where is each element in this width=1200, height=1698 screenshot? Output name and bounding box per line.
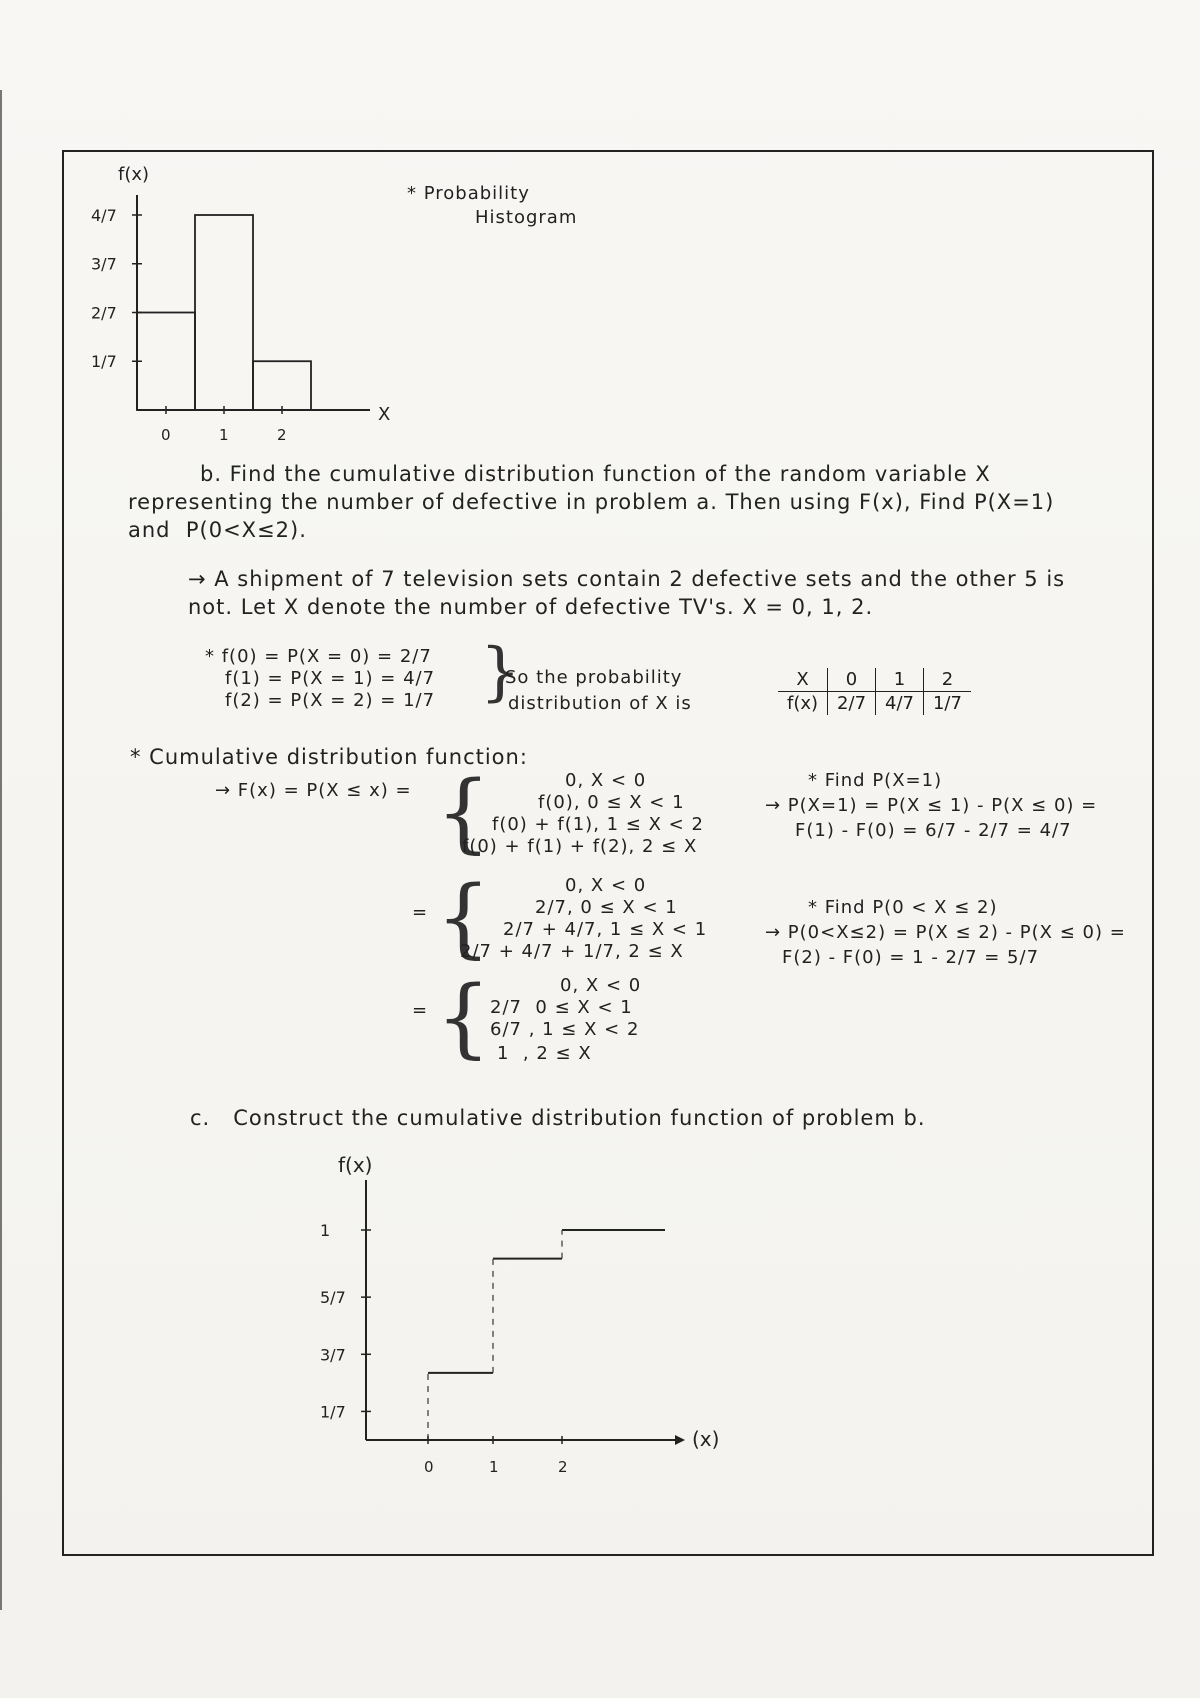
problem-c-text: c. Construct the cumulative distribution function of problem b. xyxy=(190,1106,926,1130)
hist-bar-0 xyxy=(137,313,195,411)
find1-title: * Find P(X=1) xyxy=(808,770,943,791)
shipment-line-2: not. Let X denote the number of defective TV's. X = 0, 1, 2. xyxy=(188,595,874,619)
pmf-brace: } xyxy=(480,635,521,709)
hist-bar-1 xyxy=(195,215,253,410)
cdf-case2-3: 2/7 + 4/7 + 1/7, 2 ≤ X xyxy=(460,941,684,962)
pmf-f1: f(1) = P(X = 1) = 4/7 xyxy=(225,668,436,689)
pmf-note-1: So the probability xyxy=(505,667,683,688)
find1-line-2: F(1) - F(0) = 6/7 - 2/7 = 4/7 xyxy=(795,820,1072,841)
dist-row-0: 2/7 xyxy=(828,692,876,716)
cdf-case2-2: 2/7 + 4/7, 1 ≤ X < 1 xyxy=(503,919,708,940)
cdf-plot-y-axis-label: f(x) xyxy=(338,1153,373,1177)
cdf-x-tick-label: 1 xyxy=(489,1458,499,1476)
dist-row-1: 4/7 xyxy=(876,692,924,716)
hist-x-axis-label: X xyxy=(378,404,391,425)
problem-b-line-2: representing the number of defective in problem a. Then using F(x), Find P(X=1) xyxy=(128,490,1055,514)
pmf-f2: f(2) = P(X = 2) = 1/7 xyxy=(225,690,436,711)
cdf-x-tick-label: 0 xyxy=(424,1458,434,1476)
distribution-table xyxy=(778,668,971,715)
cdf-eq-2: = xyxy=(412,902,429,923)
cdf-plot-x-axis-label: (x) xyxy=(692,1427,720,1451)
pmf-note-2: distribution of X is xyxy=(508,693,692,714)
hist-y-tick-label: 3/7 xyxy=(91,254,117,274)
cdf-case3-2: 6/7 , 1 ≤ X < 2 xyxy=(490,1019,640,1040)
cdf-brace-2: { xyxy=(436,868,491,968)
hist-bar-2 xyxy=(253,361,311,410)
cdf-step-plot xyxy=(300,1150,740,1480)
cdf-brace-3: { xyxy=(436,968,491,1068)
hist-y-tick-label: 2/7 xyxy=(91,303,117,323)
cdf-case1-3: f(0) + f(1) + f(2), 2 ≤ X xyxy=(462,836,698,857)
hist-x-tick-label: 0 xyxy=(161,426,171,444)
cdf-x-tick-label: 2 xyxy=(558,1458,568,1476)
cdf-y-tick-label: 5/7 xyxy=(320,1288,346,1308)
find2-line-1: → P(0<X≤2) = P(X ≤ 2) - P(X ≤ 0) = xyxy=(765,922,1126,943)
hist-x-tick-label: 1 xyxy=(219,426,229,444)
cdf-y-tick-label: 1/7 xyxy=(320,1402,346,1422)
hist-x-tick-label: 2 xyxy=(277,426,287,444)
histogram-title-1: * Probability xyxy=(407,183,530,204)
dist-head-0: 0 xyxy=(828,668,876,692)
distribution-table-header xyxy=(778,668,971,692)
cdf-case1-2: f(0) + f(1), 1 ≤ X < 2 xyxy=(492,814,704,835)
cdf-y-tick-label: 3/7 xyxy=(320,1345,346,1365)
shipment-line-1: → A shipment of 7 television sets contain 2 defective sets and the other 5 is xyxy=(188,567,1066,591)
problem-b-line-1: b. Find the cumulative distribution function of the random variable X xyxy=(200,462,991,486)
dist-row-fx: f(x) xyxy=(787,693,819,714)
cdf-case2-0: 0, X < 0 xyxy=(565,875,647,896)
cdf-case1-0: 0, X < 0 xyxy=(565,770,647,791)
hist-y-axis-label: f(x) xyxy=(118,164,150,185)
problem-b-line-3: and P(0<X≤2). xyxy=(128,518,307,542)
find2-title: * Find P(0 < X ≤ 2) xyxy=(808,897,998,918)
histogram-title-2: Histogram xyxy=(475,207,578,228)
find1-line-1: → P(X=1) = P(X ≤ 1) - P(X ≤ 0) = xyxy=(765,795,1098,816)
cdf-case1-1: f(0), 0 ≤ X < 1 xyxy=(538,792,685,813)
probability-histogram xyxy=(80,155,440,445)
dist-head-x: X xyxy=(778,668,828,692)
dist-row-2: 1/7 xyxy=(923,692,970,716)
pmf-f0: * f(0) = P(X = 0) = 2/7 xyxy=(205,646,432,667)
cdf-heading: * Cumulative distribution function: xyxy=(130,745,528,769)
hist-y-tick-label: 1/7 xyxy=(91,352,117,372)
cdf-eq-3: = xyxy=(412,1000,429,1021)
distribution-table-row xyxy=(778,692,971,716)
page-edge-line xyxy=(0,90,2,1610)
dist-head-1: 1 xyxy=(876,668,924,692)
cdf-lhs: → F(x) = P(X ≤ x) = xyxy=(215,780,412,801)
cdf-plot-x-arrow xyxy=(675,1435,685,1445)
dist-head-2: 2 xyxy=(923,668,970,692)
cdf-y-tick-label: 1 xyxy=(320,1221,331,1240)
find2-line-2: F(2) - F(0) = 1 - 2/7 = 5/7 xyxy=(782,947,1040,968)
hist-y-tick-label: 4/7 xyxy=(91,205,117,225)
cdf-case3-0: 0, X < 0 xyxy=(560,975,642,996)
cdf-brace-1: { xyxy=(436,763,491,863)
cdf-case2-1: 2/7, 0 ≤ X < 1 xyxy=(535,897,678,918)
cdf-case3-1: 2/7 0 ≤ X < 1 xyxy=(490,997,633,1018)
cdf-case3-3: 1 , 2 ≤ X xyxy=(497,1043,592,1064)
